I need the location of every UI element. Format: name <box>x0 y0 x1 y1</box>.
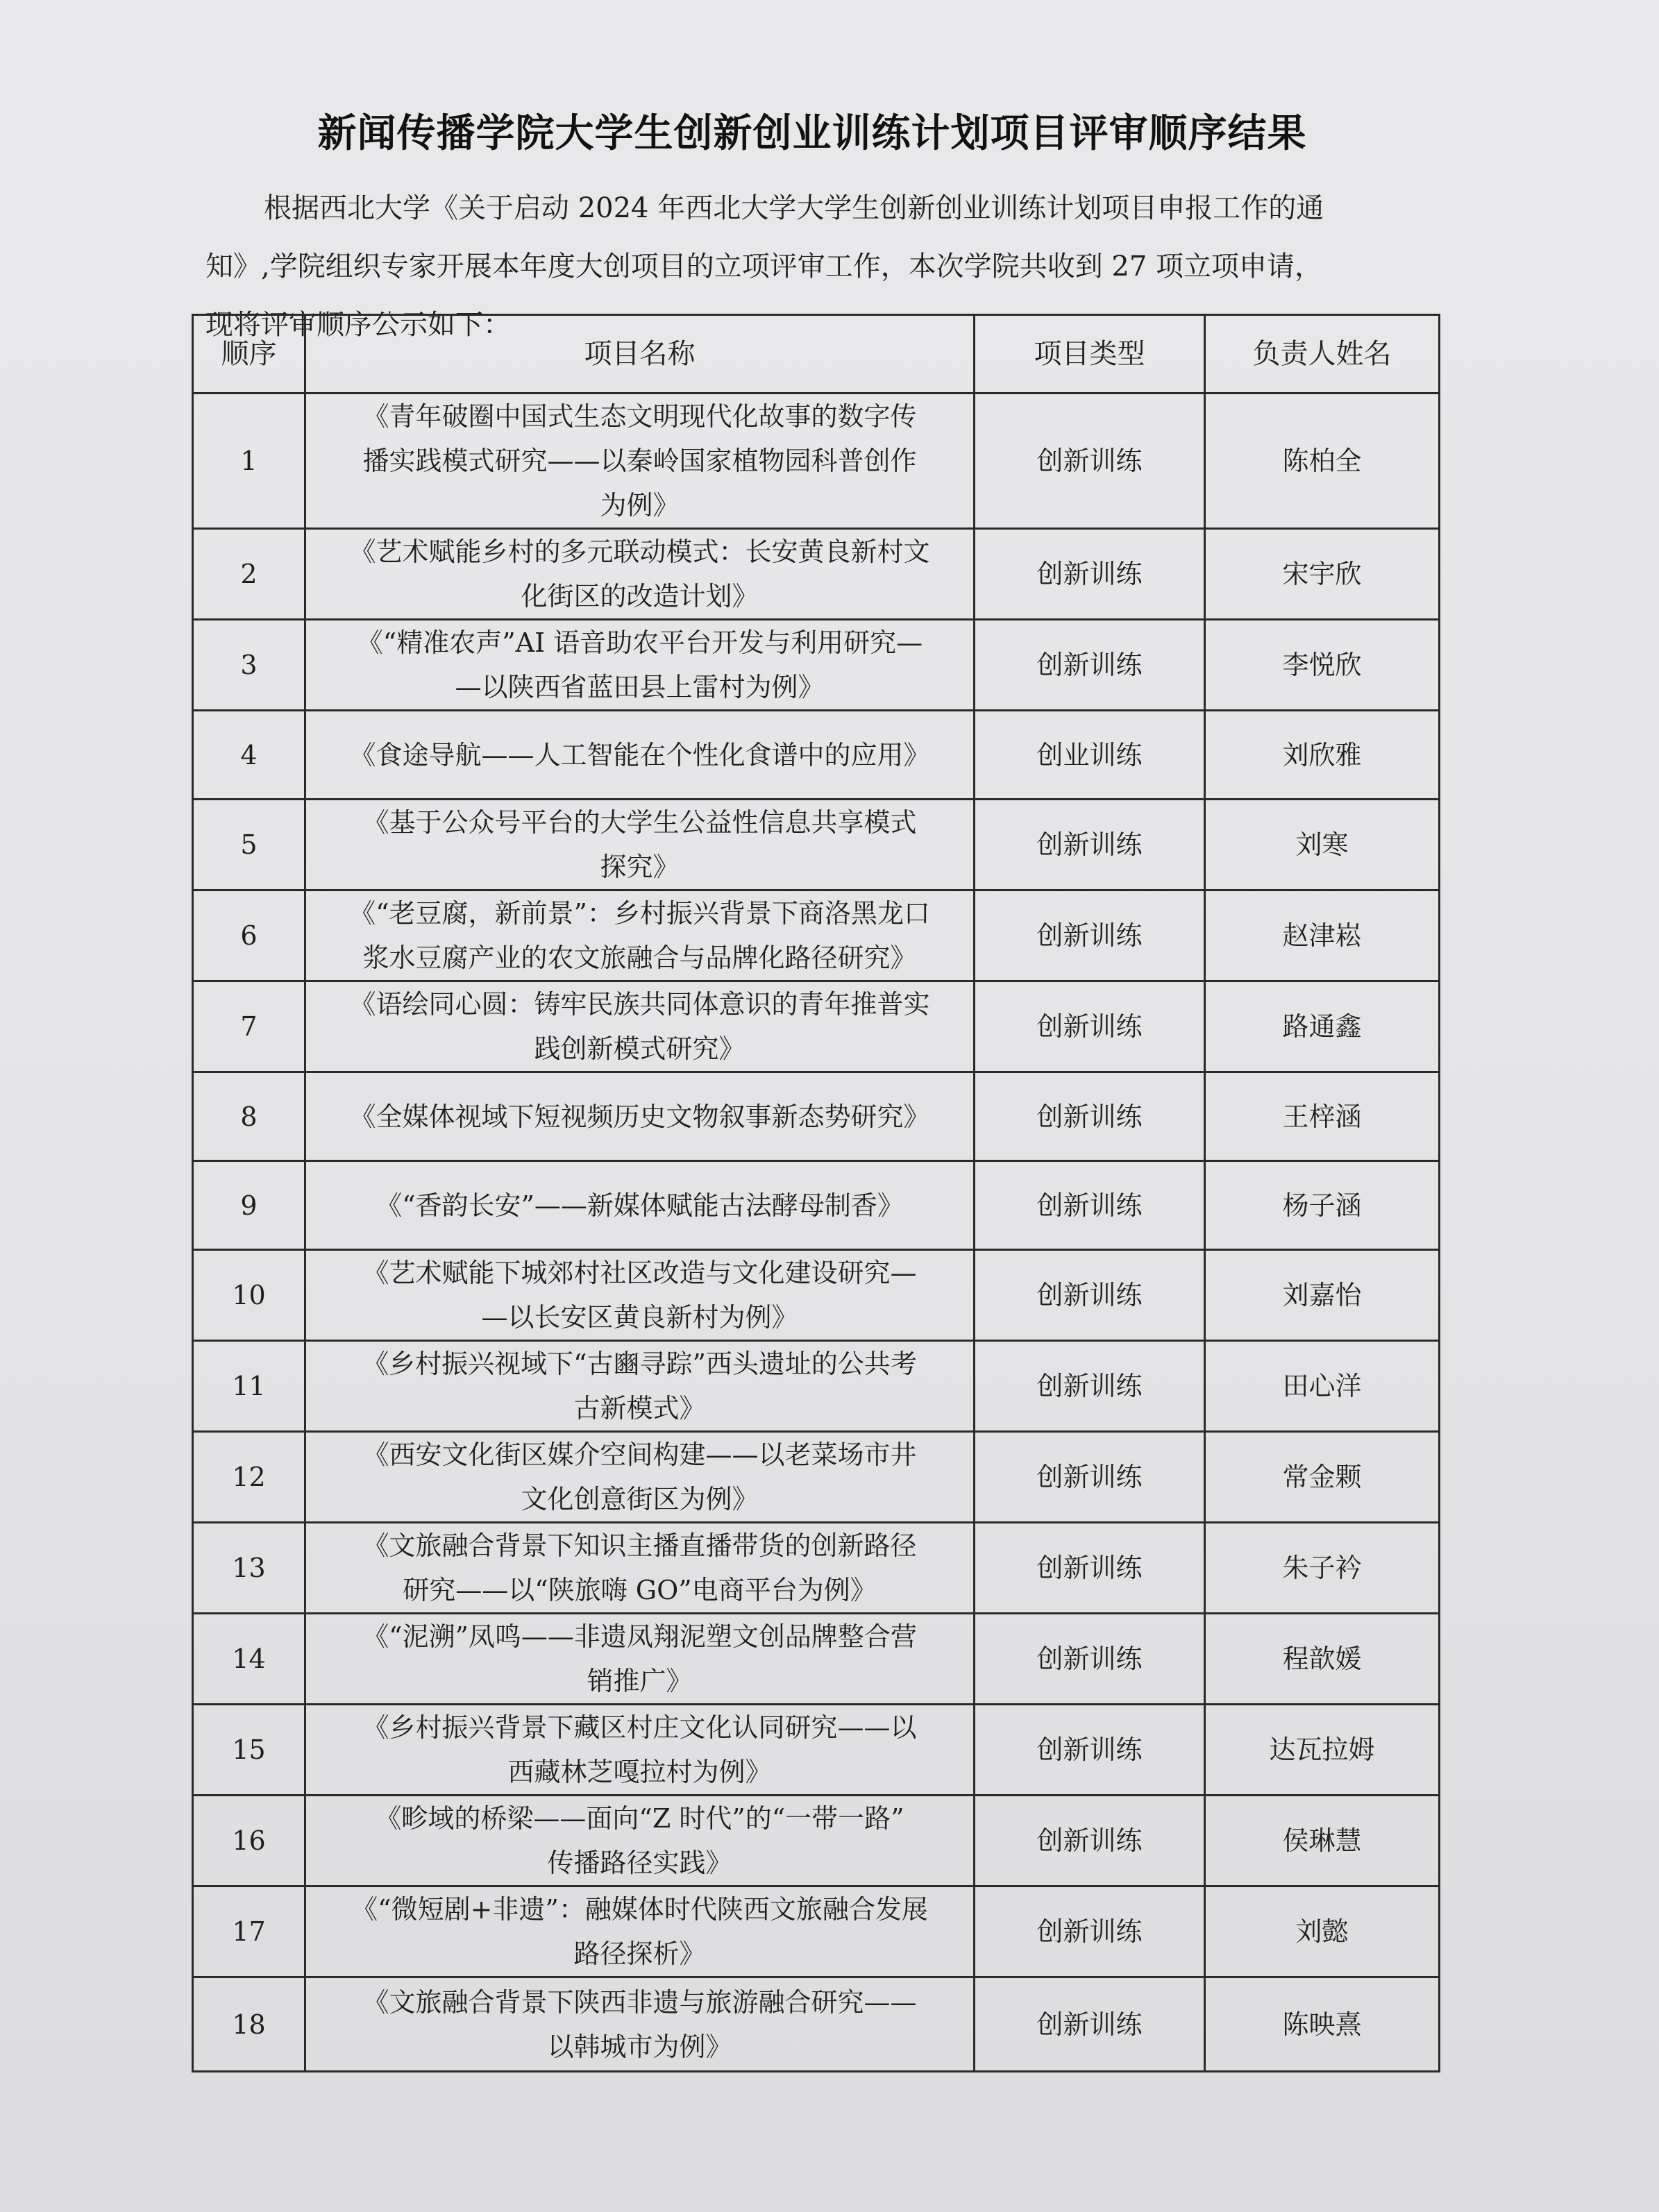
project-name-line: 路径探析》 <box>573 1939 706 1969</box>
cell-leader-name: 刘懿 <box>1205 1886 1440 1977</box>
cell-order: 9 <box>193 1161 305 1250</box>
cell-project-type: 创新训练 <box>975 1432 1205 1523</box>
cell-leader-name: 朱子衿 <box>1205 1523 1440 1614</box>
cell-project-type: 创业训练 <box>975 711 1205 800</box>
cell-order: 3 <box>193 620 305 711</box>
cell-project-type: 创新训练 <box>975 890 1205 981</box>
cell-project-name <box>305 1796 975 1886</box>
cell-order: 16 <box>193 1796 305 1886</box>
cell-order: 6 <box>193 890 305 981</box>
project-name-line: 西藏林芝嘎拉村为例》 <box>507 1757 772 1787</box>
project-name-line: 《文旅融合背景下陕西非遗与旅游融合研究—— <box>362 1986 917 2018</box>
cell-project-name <box>305 1432 975 1523</box>
project-name-line: 化街区的改造计划》 <box>521 581 759 611</box>
project-name-line: 以韩城市为例》 <box>547 2031 732 2062</box>
cell-project-name <box>305 1886 975 1977</box>
project-name-line: 《“泥溯”凤鸣——非遗凤翔泥塑文创品牌整合营 <box>362 1621 917 1652</box>
cell-project-name <box>305 981 975 1072</box>
cell-project-type: 创新训练 <box>975 1341 1205 1432</box>
table-row <box>193 1977 1440 2072</box>
table-row <box>193 1341 1440 1432</box>
cell-order: 4 <box>193 711 305 800</box>
table-row <box>193 529 1440 620</box>
cell-order: 12 <box>193 1432 305 1523</box>
cell-project-type: 创新训练 <box>975 1977 1205 2072</box>
intro-line-1: 根据西北大学《关于启动 2024 年西北大学大学生创新创业训练计划项目申报工作的通 <box>264 192 1324 224</box>
project-name-line: —以长安区黄良新村为例》 <box>481 1302 798 1333</box>
cell-order: 11 <box>193 1341 305 1432</box>
cell-project-name <box>305 890 975 981</box>
cell-project-type: 创新训练 <box>975 1614 1205 1705</box>
table-row <box>193 800 1440 890</box>
cell-order: 18 <box>193 1977 305 2072</box>
cell-project-type: 创新训练 <box>975 1250 1205 1341</box>
table-header-row <box>193 315 1440 394</box>
header-project-name: 项目名称 <box>305 315 975 394</box>
table-row <box>193 1614 1440 1705</box>
cell-leader-name: 田心洋 <box>1205 1341 1440 1432</box>
project-name-line: 《乡村振兴背景下藏区村庄文化认同研究——以 <box>362 1712 917 1743</box>
table-row <box>193 711 1440 800</box>
cell-order: 14 <box>193 1614 305 1705</box>
cell-project-type: 创新训练 <box>975 1072 1205 1161</box>
cell-project-type: 创新训练 <box>975 1886 1205 1977</box>
table-row <box>193 1161 1440 1250</box>
project-name-line: 探究》 <box>600 852 680 882</box>
cell-leader-name: 杨子涵 <box>1205 1161 1440 1250</box>
table-row <box>193 1072 1440 1161</box>
cell-project-name <box>305 1614 975 1705</box>
cell-project-name <box>305 1072 975 1161</box>
cell-project-name <box>305 1341 975 1432</box>
cell-project-type: 创新训练 <box>975 1705 1205 1796</box>
cell-project-name <box>305 711 975 800</box>
table-body <box>193 394 1440 2072</box>
table-row <box>193 1886 1440 1977</box>
cell-project-type: 创新训练 <box>975 620 1205 711</box>
cell-project-name <box>305 1523 975 1614</box>
table-row <box>193 620 1440 711</box>
table-row <box>193 394 1440 529</box>
project-name-line: 《西安文化街区媒介空间构建——以老菜场市井 <box>362 1440 917 1470</box>
cell-project-name <box>305 800 975 890</box>
cell-order: 2 <box>193 529 305 620</box>
cell-project-name <box>305 1705 975 1796</box>
cell-project-type: 创新训练 <box>975 1796 1205 1886</box>
project-name-line: 《“老豆腐，新前景”：乡村振兴背景下商洛黑龙口 <box>349 898 930 929</box>
cell-leader-name: 常金颗 <box>1205 1432 1440 1523</box>
cell-leader-name: 陈映熹 <box>1205 1977 1440 2072</box>
cell-leader-name: 侯琳慧 <box>1205 1796 1440 1886</box>
cell-order: 15 <box>193 1705 305 1796</box>
review-order-table <box>192 314 1440 2072</box>
header-order: 顺序 <box>193 315 305 394</box>
project-name-line: 为例》 <box>600 490 680 521</box>
cell-order: 13 <box>193 1523 305 1614</box>
cell-project-name <box>305 1161 975 1250</box>
cell-project-type: 创新训练 <box>975 529 1205 620</box>
table-row <box>193 1796 1440 1886</box>
project-name-line: 《全媒体视域下短视频历史文物叙事新态势研究》 <box>349 1101 930 1132</box>
cell-leader-name: 宋宇欣 <box>1205 529 1440 620</box>
cell-leader-name: 陈柏全 <box>1205 394 1440 529</box>
project-name-line: 《艺术赋能下城郊村社区改造与文化建设研究— <box>362 1258 917 1288</box>
project-name-line: 传播路径实践》 <box>547 1848 732 1878</box>
intro-line-3: 现将评审顺序公示如下： <box>205 309 511 341</box>
project-name-line: 《“精准农声”AI 语音助农平台开发与利用研究— <box>356 627 923 658</box>
cell-order: 1 <box>193 394 305 529</box>
table-row <box>193 1705 1440 1796</box>
cell-project-type: 创新训练 <box>975 394 1205 529</box>
project-name-line: 《食途导航——人工智能在个性化食谱中的应用》 <box>349 739 930 770</box>
project-name-line: 《艺术赋能乡村的多元联动模式：长安黄良新村文 <box>349 537 930 567</box>
project-name-line: 古新模式》 <box>573 1393 706 1424</box>
cell-project-type: 创新训练 <box>975 800 1205 890</box>
cell-project-name <box>305 620 975 711</box>
project-name-line: 《青年破圈中国式生态文明现代化故事的数字传 <box>362 401 917 432</box>
cell-leader-name: 李悦欣 <box>1205 620 1440 711</box>
project-name-line: 播实践模式研究——以秦岭国家植物园科普创作 <box>362 446 917 476</box>
cell-leader-name: 刘嘉怡 <box>1205 1250 1440 1341</box>
project-name-line: 《乡村振兴视域下“古豳寻踪”西头遗址的公共考 <box>362 1349 917 1379</box>
project-name-line: 《基于公众号平台的大学生公益性信息共享模式 <box>362 807 917 838</box>
project-name-line: 浆水豆腐产业的农文旅融合与品牌化路径研究》 <box>362 943 917 973</box>
project-name-line: 践创新模式研究》 <box>534 1033 746 1064</box>
cell-project-name <box>305 529 975 620</box>
project-name-line: 《语绘同心圆：铸牢民族共同体意识的青年推普实 <box>349 989 930 1020</box>
cell-project-type: 创新训练 <box>975 981 1205 1072</box>
header-leader-name: 负责人姓名 <box>1205 315 1440 394</box>
cell-leader-name: 程歆媛 <box>1205 1614 1440 1705</box>
cell-order: 7 <box>193 981 305 1072</box>
cell-project-name <box>305 394 975 529</box>
page-title: 新闻传播学院大学生创新创业训练计划项目评审顺序结果 <box>317 111 1307 156</box>
project-name-line: —以陕西省蓝田县上雷村为例》 <box>455 672 825 702</box>
header-project-type: 项目类型 <box>975 315 1205 394</box>
project-name-line: 《“香韵长安”——新媒体赋能古法酵母制香》 <box>376 1190 904 1221</box>
table-row <box>193 890 1440 981</box>
cell-project-type: 创新训练 <box>975 1161 1205 1250</box>
cell-leader-name: 达瓦拉姆 <box>1205 1705 1440 1796</box>
cell-leader-name: 王梓涵 <box>1205 1072 1440 1161</box>
table-row <box>193 1432 1440 1523</box>
table-row <box>193 981 1440 1072</box>
cell-project-name <box>305 1250 975 1341</box>
project-name-line: 《文旅融合背景下知识主播直播带货的创新路径 <box>362 1530 917 1561</box>
table-row <box>193 1250 1440 1341</box>
cell-order: 8 <box>193 1072 305 1161</box>
table-row <box>193 1523 1440 1614</box>
project-name-line: 销推广》 <box>587 1666 693 1696</box>
intro-line-2: 知》,学院组织专家开展本年度大创项目的立项评审工作，本次学院共收到 27 项立项申请， <box>205 251 1323 282</box>
cell-project-name <box>305 1977 975 2072</box>
cell-order: 17 <box>193 1886 305 1977</box>
cell-leader-name: 赵津崧 <box>1205 890 1440 981</box>
cell-leader-name: 刘寒 <box>1205 800 1440 890</box>
cell-order: 10 <box>193 1250 305 1341</box>
cell-leader-name: 刘欣雅 <box>1205 711 1440 800</box>
project-name-line: 文化创意街区为例》 <box>521 1484 759 1514</box>
project-name-line: 《“微短剧+非遗”：融媒体时代陕西文旅融合发展 <box>351 1894 928 1925</box>
cell-project-type: 创新训练 <box>975 1523 1205 1614</box>
project-name-line: 研究——以“陕旅嗨 GO”电商平台为例》 <box>403 1575 877 1605</box>
cell-order: 5 <box>193 800 305 890</box>
project-name-line: 《畛域的桥梁——面向“Z 时代”的“一带一路” <box>375 1803 904 1834</box>
cell-leader-name: 路通鑫 <box>1205 981 1440 1072</box>
